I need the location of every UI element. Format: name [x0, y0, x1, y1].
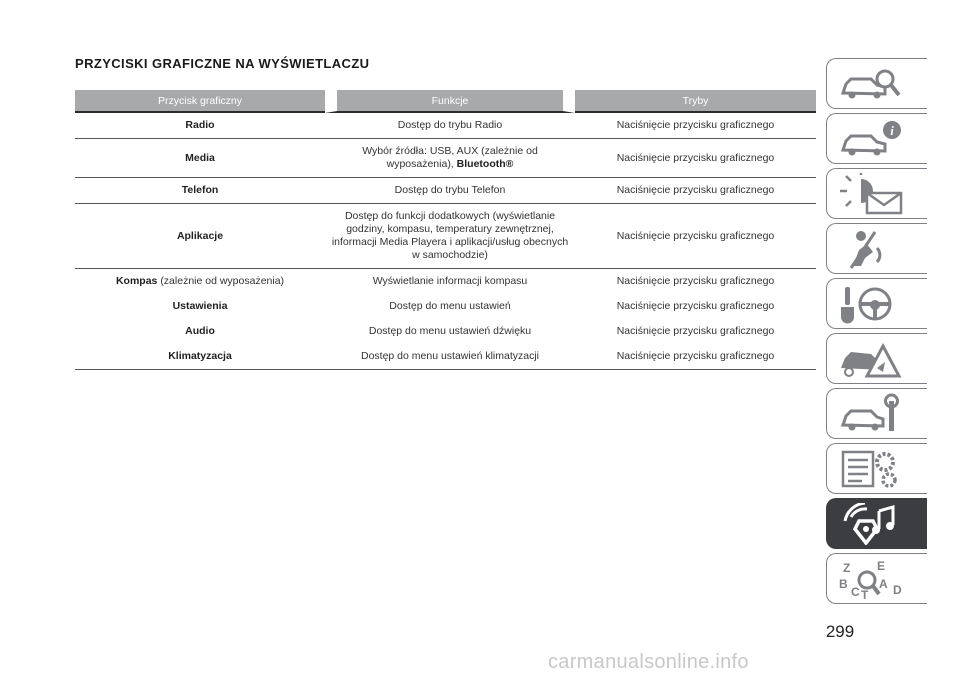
- car-service-icon: [837, 393, 907, 435]
- table-row: [75, 294, 816, 319]
- mode-cell: Naciśnięcie przycisku graficznego: [575, 178, 816, 204]
- table-row: [75, 178, 816, 204]
- graphic-buttons-table: [75, 90, 816, 370]
- button-name-cell: Ustawienia: [172, 300, 228, 312]
- multimedia-icon: [837, 503, 907, 545]
- availability-note: (zależnie od wyposażenia): [160, 275, 285, 287]
- button-name-cell: Klimatyzacja: [75, 344, 325, 370]
- mode-cell: Naciśnięcie przycisku graficznego: [616, 325, 775, 337]
- tab-steering-wheel[interactable]: [826, 278, 927, 329]
- mode-cell: Naciśnięcie przycisku graficznego: [575, 113, 816, 139]
- tab-multimedia[interactable]: [826, 498, 927, 549]
- function-cell: Dostęp do funkcji dodatkowych (wyświetlanie godziny, kompasu, temperatury zewnętrznej, informacji Media Playera i aplikacji/usług obecnych w samochodzie): [325, 204, 575, 269]
- alphabetical-index-icon: [837, 558, 907, 600]
- table-row: [75, 139, 816, 178]
- svg-text:B: B: [839, 577, 848, 591]
- tab-car-search[interactable]: [826, 58, 927, 109]
- svg-text:E: E: [877, 559, 886, 573]
- technical-data-icon: [837, 448, 907, 490]
- header-graphic-button: Przycisk graficzny: [75, 90, 325, 113]
- mode-cell: Naciśnięcie przycisku graficznego: [575, 204, 816, 269]
- tab-technical-data[interactable]: [826, 443, 927, 494]
- airbag-person-icon: [837, 228, 907, 270]
- tab-warning-lights[interactable]: [826, 168, 927, 219]
- car-emergency-icon: [837, 338, 907, 380]
- steering-wheel-icon: [837, 283, 907, 325]
- bluetooth-label: Bluetooth®: [456, 158, 514, 170]
- function-cell: Wyświetlanie informacji kompasu: [372, 275, 528, 287]
- svg-text:T: T: [861, 588, 869, 600]
- car-info-icon: [837, 118, 907, 160]
- header-modes: Tryby: [575, 90, 816, 113]
- button-name-cell: Media: [75, 139, 325, 178]
- function-cell: Dostęp do menu ustawień dźwięku: [368, 325, 532, 337]
- function-cell: Wybór źródła: USB, AUX (zależnie od wyposażenia), Bluetooth®: [325, 139, 575, 178]
- function-cell: Dostęp do menu ustawień: [389, 300, 511, 312]
- button-name-cell: Radio: [75, 113, 325, 139]
- table-row: [75, 269, 816, 294]
- tab-car-service[interactable]: [826, 388, 927, 439]
- page-number: 299: [825, 622, 855, 641]
- table-row: [75, 319, 816, 344]
- tab-car-emergency[interactable]: [826, 333, 927, 384]
- mode-cell: Naciśnięcie przycisku graficznego: [616, 300, 775, 312]
- table-row: [75, 204, 816, 269]
- table-row: [75, 344, 816, 370]
- svg-text:A: A: [879, 577, 888, 591]
- car-search-icon: [837, 63, 907, 105]
- tab-alphabetical-index[interactable]: [826, 553, 927, 604]
- table-row: [75, 113, 816, 139]
- function-cell: Dostęp do menu ustawień klimatyzacji: [325, 344, 575, 370]
- button-name-cell: Telefon: [75, 178, 325, 204]
- header-functions: Funkcje: [325, 90, 575, 113]
- svg-text:i: i: [890, 123, 894, 138]
- tab-airbag-person[interactable]: [826, 223, 927, 274]
- svg-text:Z: Z: [843, 561, 851, 575]
- mode-cell: Naciśnięcie przycisku graficznego: [616, 275, 775, 287]
- button-name-cell: Kompas (zależnie od wyposażenia): [115, 275, 285, 287]
- svg-text:C: C: [851, 585, 860, 599]
- page-title: PRZYCISKI GRAFICZNE NA WYŚWIETLACZU: [75, 56, 370, 71]
- table-header-row: [75, 90, 816, 113]
- tab-car-info[interactable]: [826, 113, 927, 164]
- button-name-cell: Aplikacje: [75, 204, 325, 269]
- watermark: carmanualsonline.info: [548, 651, 749, 673]
- warning-lights-icon: [837, 173, 907, 215]
- button-name-cell: Audio: [185, 325, 215, 337]
- mode-cell: Naciśnięcie przycisku graficznego: [575, 344, 816, 370]
- svg-text:D: D: [893, 583, 902, 597]
- mode-cell: Naciśnięcie przycisku graficznego: [575, 139, 816, 178]
- function-cell: Dostęp do trybu Radio: [325, 113, 575, 139]
- function-cell: Dostęp do trybu Telefon: [325, 178, 575, 204]
